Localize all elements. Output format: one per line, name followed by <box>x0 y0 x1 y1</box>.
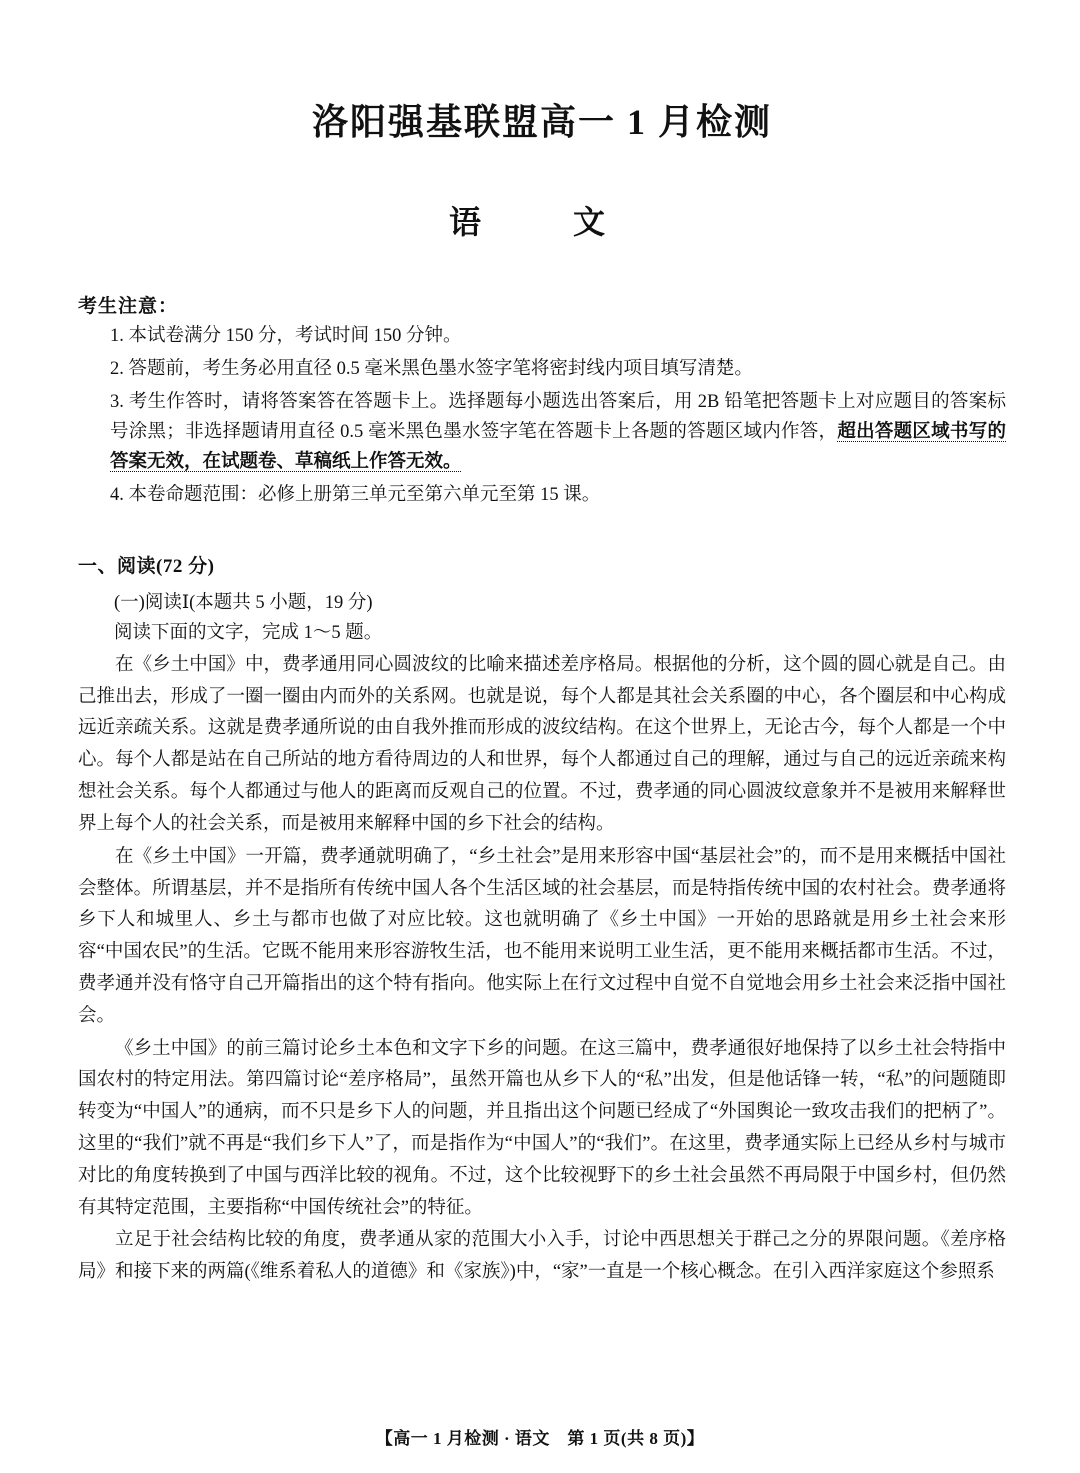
notice-list <box>78 322 1006 511</box>
notice-heading: 考生注意： <box>78 296 179 317</box>
notice-item-2: 2. 答题前，考生务必用直径 0.5 毫米黑色墨水签字笔将密封线内项目填写清楚。 <box>110 358 753 379</box>
notice-item-3 <box>78 388 1006 478</box>
notice-item-1: 1. 本试卷满分 150 分，考试时间 150 分钟。 <box>110 326 462 346</box>
subject-title: 语 文 <box>448 204 635 240</box>
page-footer: 【高一 1 月检测 · 语文 第 1 页(共 8 页)】 <box>375 1429 705 1448</box>
page-title: 洛阳强基联盟高一 1 月检测 <box>311 102 772 142</box>
reading-instruction: 阅读下面的文字，完成 1～5 题。 <box>114 622 383 643</box>
notice-item-3-emphasis-a: 超出答题区域书写 <box>837 421 988 442</box>
subsection-heading: (一)阅读Ⅰ(本题共 5 小题，19 分) <box>114 592 373 613</box>
notice-item-3-text: 3. 考生作答时，请将答案答在答题卡上。选择题每小题选出答案后，用 2B 铅笔把答题卡上对应题目的答案标号涂黑；非选择题请用直径 0.5 毫米黑色墨水签字笔在答题卡上各题的答题区域内作答， <box>110 391 1006 442</box>
body-paragraph: 在《乡土中国》一开篇，费孝通就明确了，“乡土社会”是用来形容中国“基层社会”的，而不是用来概括中国社会整体。所谓基层，并不是指所有传统中国人各个生活区域的社会基层，而是特指传统中国的农村社会。费孝通将乡下人和城里人、乡土与都市也做了对应比较。这也就明确了《乡土中国》一开始的思路就是用乡土社会来形容“中国农民”的生活。它既不能用来形容游牧生活，也不能用来说明工业生活，更不能用来概括都市生活。不过，费孝通并没有恪守自己开篇指出的这个特有指向。他实际上在行文过程中自觉不自觉地会用乡土社会来泛指中国社会。 <box>78 846 1006 1026</box>
body-paragraph: 在《乡土中国》中，费孝通用同心圆波纹的比喻来描述差序格局。根据他的分析，这个圆的圆心就是自己。由己推出去，形成了一圈一圈由内而外的关系网。也就是说，每个人都是其社会关系圈的中心，各个圈层和中心构成远近亲疏关系。这就是费孝通所说的由自我外推而形成的波纹结构。在这个世界上，无论古今，每个人都是一个中心。每个人都是站在自己所站的地方看待周边的人和世界，每个人都通过自己的理解，通过与自己的远近亲疏来构想社会关系。每个人都通过与他人的距离而反观自己的位置。不过，费孝通的同心圆波纹意象并不是被用来解释世界上每个人的社会关系，而是被用来解释中国的乡下社会的结构。 <box>78 654 1006 834</box>
notice-item-4: 4. 本卷命题范围：必修上册第三单元至第六单元至第 15 课。 <box>110 484 601 505</box>
notice-item-3-emphasis-b: 的答案无效，在试题卷、草稿纸上作答无效。 <box>110 421 1006 472</box>
body-paragraph: 《乡土中国》的前三篇讨论乡土本色和文字下乡的问题。在这三篇中，费孝通很好地保持了以乡土社会特指中国农村的特定用法。第四篇讨论“差序格局”，虽然开篇也从乡下人的“私”出发，但是他话锋一转，“私”的问题随即转变为“中国人”的通病，而不只是乡下人的问题，并且指出这个问题已经成了“外国舆论一致攻击我们的把柄了”。这里的“我们”就不再是“我们乡下人”了，而是指作为“中国人”的“我们”。在这里，费孝通实际上已经从乡村与城市对比的角度转换到了中国与西洋比较的视角。不过，这个比较视野下的乡土社会虽然不再局限于中国乡村，但仍然有其特定范围，主要指称“中国传统社会”的特征。 <box>78 1038 1006 1218</box>
section-heading: 一、阅读(72 分) <box>78 555 215 577</box>
body-paragraph: 立足于社会结构比较的角度，费孝通从家的范围大小入手，讨论中西思想关于群己之分的界限问题。《差序格局》和接下来的两篇(《维系着私人的道德》和《家族》)中，“家”一直是一个核心概念。在引入西洋家庭这个参照系 <box>78 1230 1006 1283</box>
